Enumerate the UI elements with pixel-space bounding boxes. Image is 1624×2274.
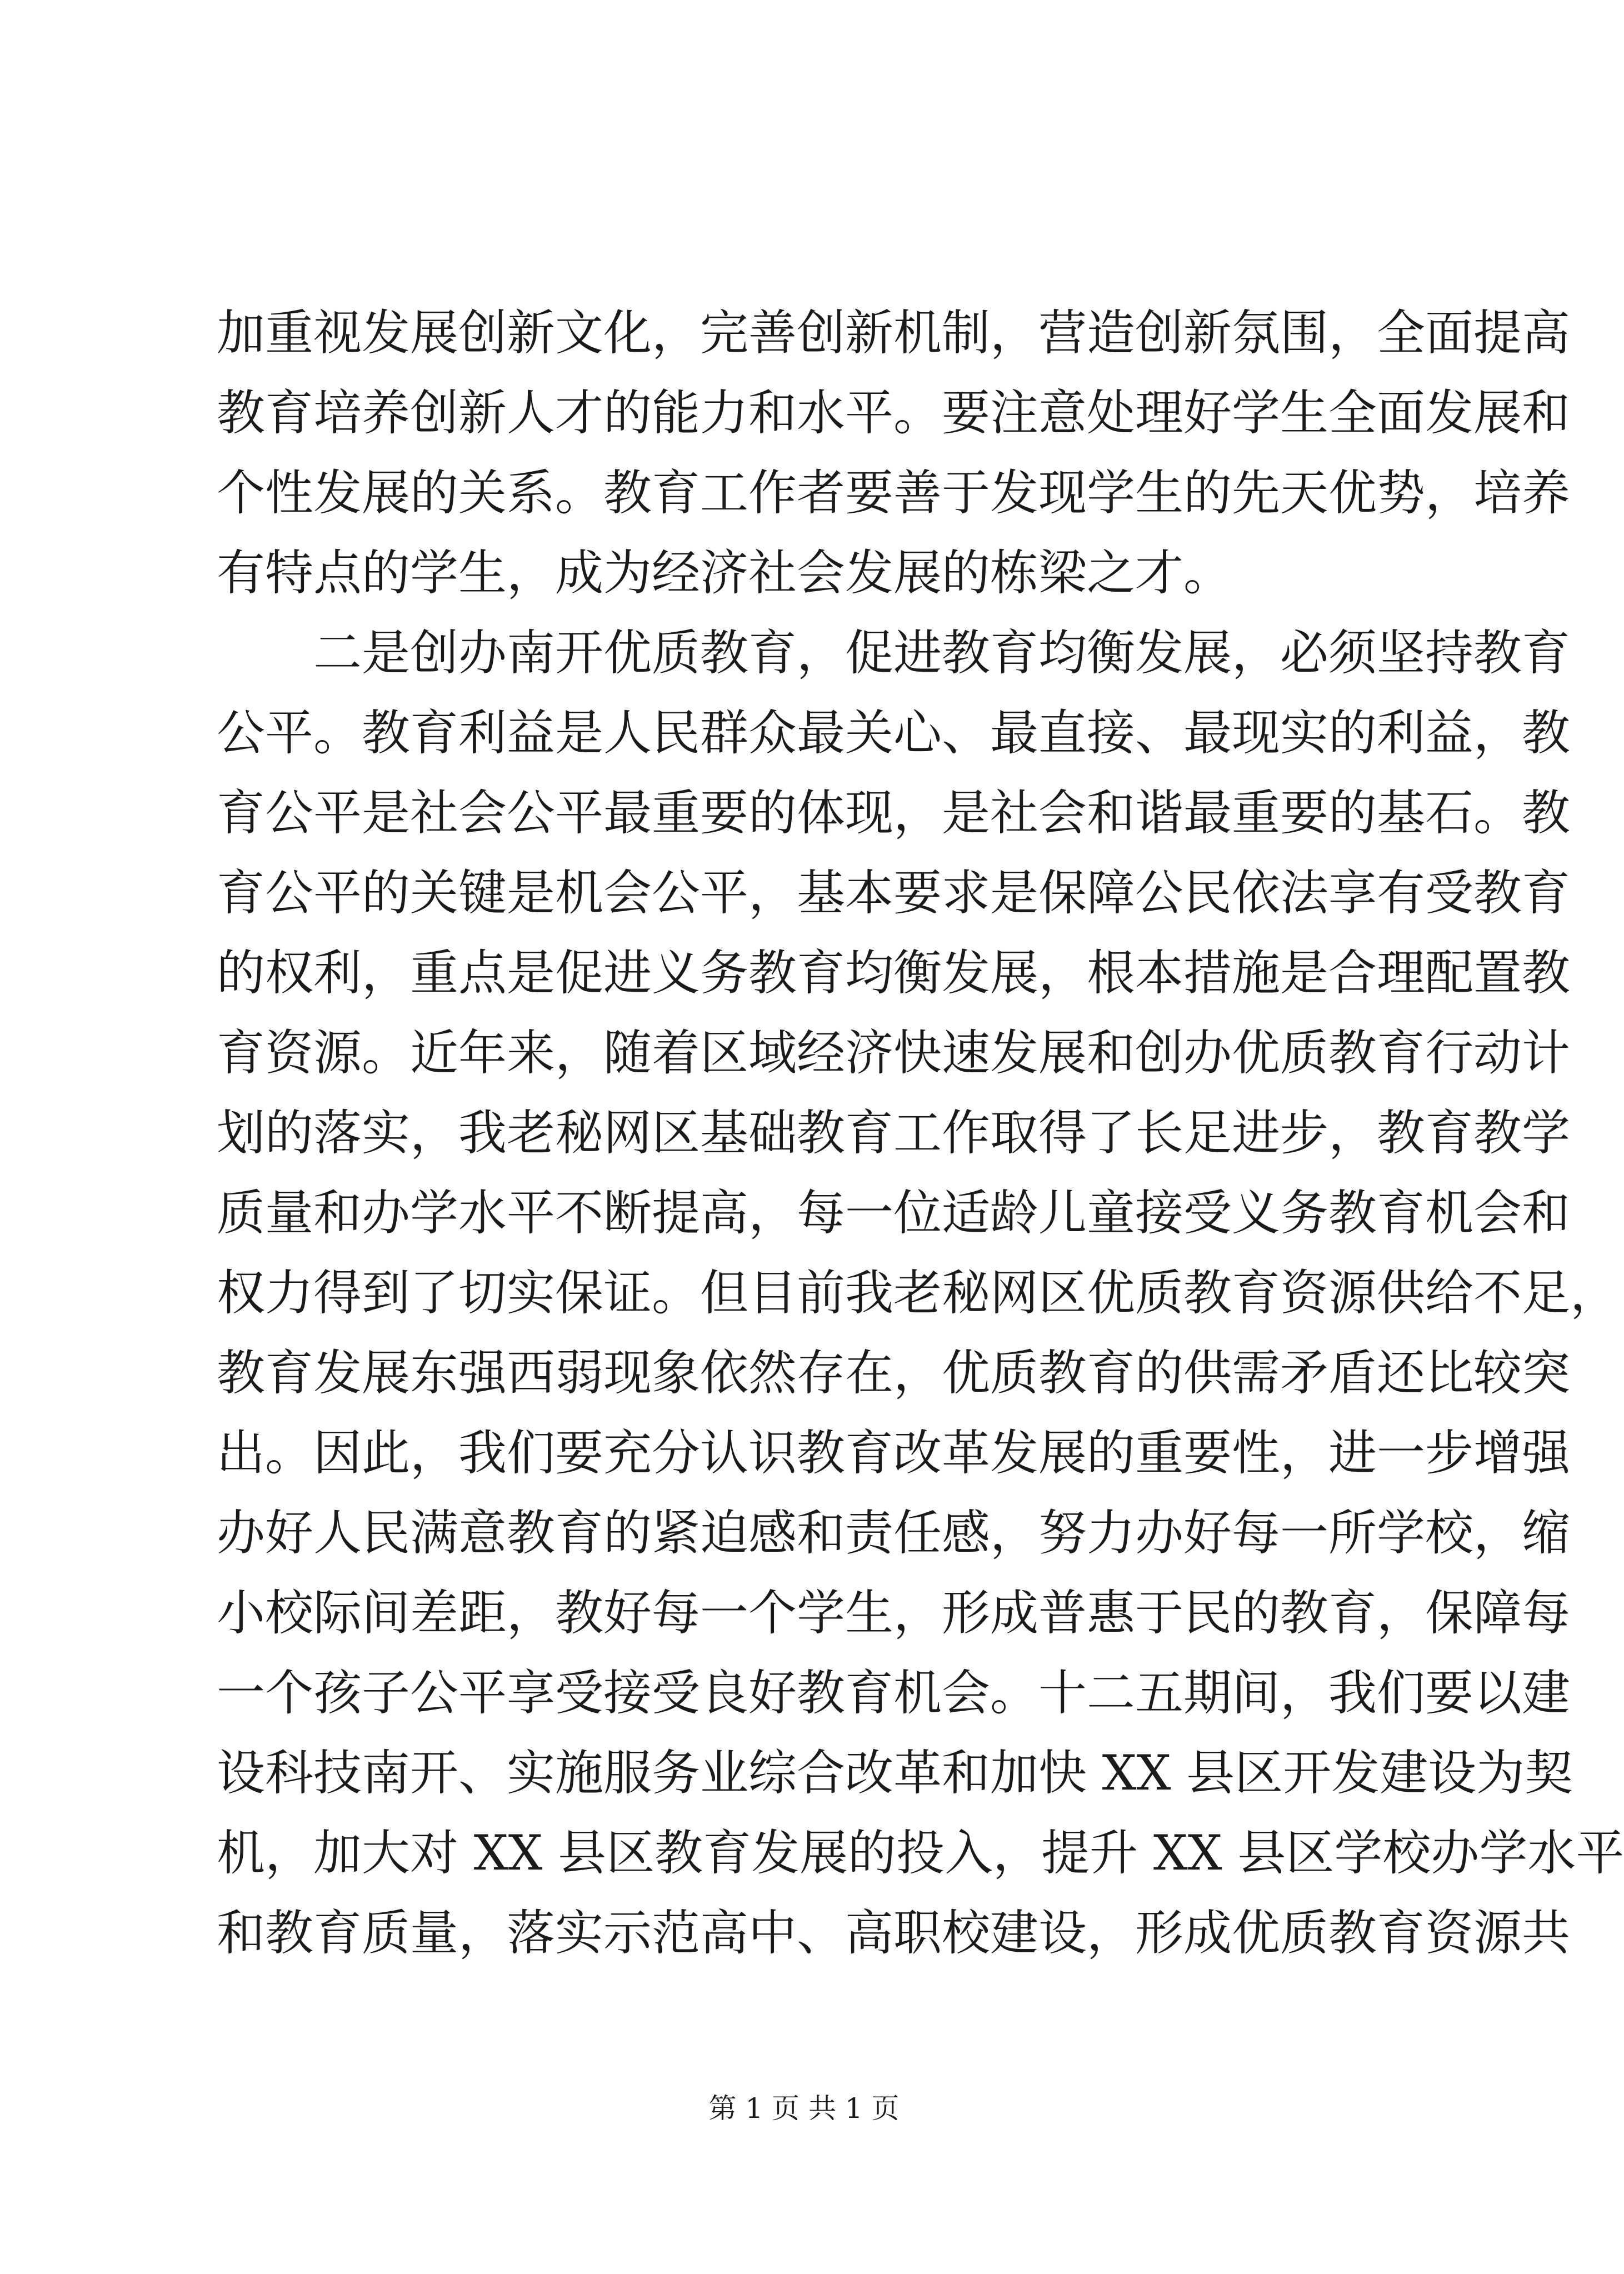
text-line: 有特点的学生，成为经济社会发展的栋梁之才。 [217,544,1232,601]
text-line: 育公平的关键是机会公平，基本要求是保障公民依法享有受教育 [217,864,1570,921]
text-line: 一个孩子公平享受接受良好教育机会。十二五期间，我们要以建 [217,1665,1570,1721]
text-line: 个性发展的关系。教育工作者要善于发现学生的先天优势，培养 [217,464,1570,521]
text-line: 设科技南开、实施服务业综合改革和加快 XX 县区开发建设为契 [217,1745,1573,1801]
text-line: 办好人民满意教育的紧迫感和责任感，努力办好每一所学校，缩 [217,1505,1570,1561]
text-line: 教育发展东强西弱现象依然存在，优质教育的供需矛盾还比较突 [217,1345,1570,1401]
text-line: 育公平是社会公平最重要的体现，是社会和谐最重要的基石。教 [217,784,1570,841]
text-line: 划的落实，我老秘网区基础教育工作取得了长足进步，教育教学 [217,1104,1570,1161]
text-line: 小校际间差距，教好每一个学生，形成普惠于民的教育，保障每 [217,1585,1570,1641]
text-line: 的权利，重点是促进义务教育均衡发展，根本措施是合理配置教 [217,944,1570,1001]
text-line: 公平。教育利益是人民群众最关心、最直接、最现实的利益，教 [217,704,1570,761]
text-line: 教育培养创新人才的能力和水平。要注意处理好学生全面发展和 [217,384,1570,441]
text-line: 机，加大对 XX 县区教育发展的投入，提升 XX 县区学校办学水平 [217,1825,1624,1881]
text-line: 育资源。近年来，随着区域经济快速发展和创办优质教育行动计 [217,1024,1570,1081]
text-line: 出。因此，我们要充分认识教育改革发展的重要性，进一步增强 [217,1425,1570,1481]
body-text [217,293,1624,1973]
page-indicator: 第 1 页 共 1 页 [708,2092,900,2125]
text-line: 权力得到了切实保证。但目前我老秘网区优质教育资源供给不足， [217,1265,1618,1321]
page-footer [0,2089,1608,2128]
text-line: 质量和办学水平不断提高，每一位适龄儿童接受义务教育机会和 [217,1185,1570,1241]
text-line: 和教育质量，落实示范高中、高职校建设，形成优质教育资源共 [217,1905,1570,1961]
text-line: 二是创办南开优质教育，促进教育均衡发展，必须坚持教育 [217,624,1570,681]
text-line: 加重视发展创新文化，完善创新机制，营造创新氛围，全面提高 [217,304,1570,361]
